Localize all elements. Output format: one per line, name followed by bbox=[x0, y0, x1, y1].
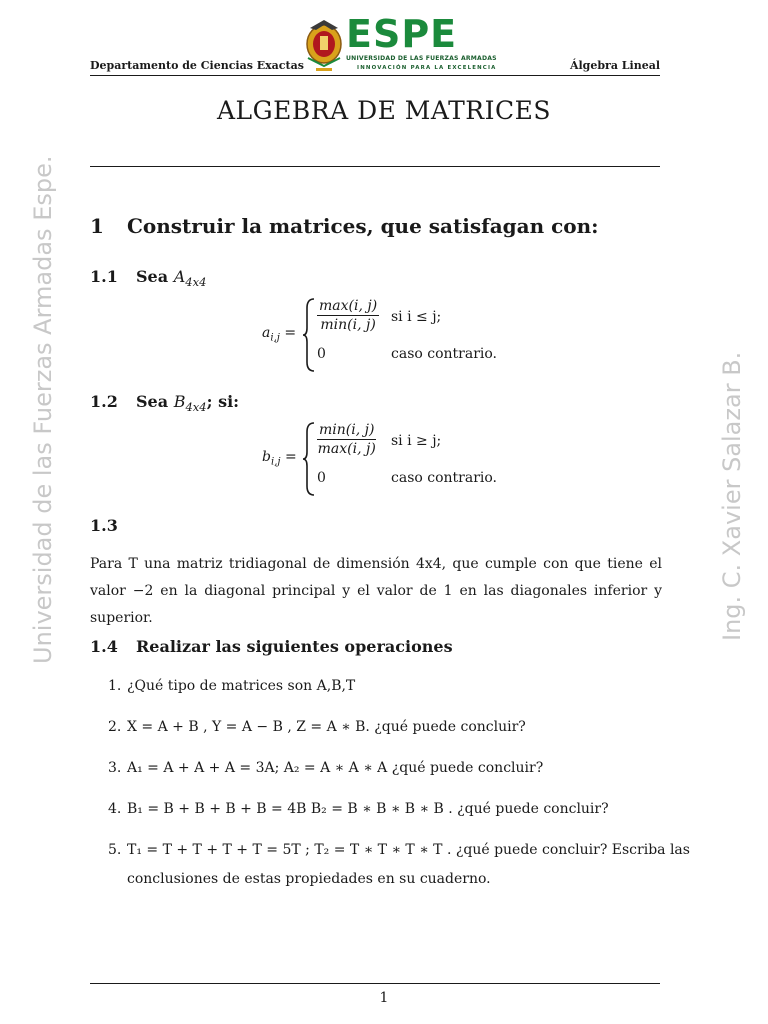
fraction-b: min(i, j) max(i, j) bbox=[317, 422, 376, 457]
subsection-1-3: 1.3 bbox=[90, 516, 118, 535]
list-item: 2. X = A + B , Y = A − B , Z = A ∗ B. ¿qué puede concluir? bbox=[108, 719, 526, 735]
subsection-1-2: 1.2 Sea $B_{4x4}$; si: bbox=[90, 392, 240, 415]
title-rule bbox=[90, 166, 660, 167]
lhs-a: $a_{i,j}$ = bbox=[262, 325, 297, 344]
brace-icon bbox=[302, 422, 316, 496]
zero-value: 0 bbox=[317, 470, 326, 486]
page-title: ALGEBRA DE MATRICES bbox=[217, 96, 551, 125]
subsection-label: Sea bbox=[136, 267, 169, 286]
list-item: 1. ¿Qué tipo de matrices son A,B,T bbox=[108, 678, 356, 694]
condition-1: si i ≤ j; bbox=[391, 309, 442, 325]
logo-wordmark: ESPE bbox=[346, 12, 458, 56]
lhs-b: $b_{i,j}$ = bbox=[262, 449, 297, 468]
page-number: 1 bbox=[379, 990, 389, 1006]
crest-icon bbox=[302, 18, 346, 76]
subsection-1-4 bbox=[90, 637, 453, 656]
section-heading bbox=[90, 214, 599, 238]
section-number: 1 bbox=[90, 214, 104, 238]
fraction-a: max(i, j) min(i, j) bbox=[319, 298, 378, 333]
section-title: Construir la matrices, que satisfagan con: bbox=[127, 214, 599, 238]
list-item: 3. A₁ = A + A + A = 3A; A₂ = A ∗ A ∗ A ¿qué puede concluir? bbox=[108, 760, 544, 776]
subsection-title: Realizar las siguientes operaciones bbox=[136, 637, 453, 656]
espe-logo bbox=[302, 12, 497, 76]
subsection-number: 1.4 bbox=[90, 637, 118, 656]
list-item: 5. T₁ = T + T + T + T = 5T ; T₂ = T ∗ T ∗ T ∗ T . ¿qué puede concluir? Escriba las bbox=[108, 842, 690, 858]
brace-icon bbox=[302, 298, 316, 372]
watermark-author: Ing. C. Xavier Salazar B. bbox=[718, 351, 746, 641]
list-item: 4. B₁ = B + B + B + B = 4B B₂ = B ∗ B ∗ B ∗ B . ¿qué puede concluir? bbox=[108, 801, 609, 817]
watermark-university: Universidad de las Fuerzas Armadas Espe. bbox=[29, 155, 57, 664]
subsection-number: 1.1 bbox=[90, 267, 118, 286]
matrix-name: $B_{4x4}$ bbox=[173, 392, 207, 415]
condition-2: caso contrario. bbox=[391, 470, 498, 486]
header-department: Departamento de Ciencias Exactas bbox=[90, 59, 304, 72]
footer-rule bbox=[90, 983, 660, 984]
subsection-number: 1.2 bbox=[90, 392, 118, 411]
condition-2: caso contrario. bbox=[391, 346, 498, 362]
header-rule bbox=[90, 75, 660, 76]
list-item-continuation: conclusiones de estas propiedades en su cuaderno. bbox=[127, 871, 491, 887]
matrix-name: $A_{4x4}$ bbox=[173, 267, 207, 290]
logo-tagline: INNOVACIÓN PARA LA EXCELENCIA bbox=[357, 65, 497, 71]
subsection-1-1 bbox=[90, 267, 206, 289]
header-course: Álgebra Lineal bbox=[569, 59, 660, 72]
zero-value: 0 bbox=[317, 346, 326, 362]
subsection-label: Sea bbox=[136, 392, 169, 411]
logo-university-line: UNIVERSIDAD DE LAS FUERZAS ARMADAS bbox=[346, 55, 497, 62]
paragraph-tridiagonal: Para T una matriz tridiagonal de dimensión 4x4, que cumple con que tiene el valor −2 en la diagonal principal y el valor de 1 en las diagonales inferior y superior. bbox=[90, 556, 662, 626]
condition-1: si i ≥ j; bbox=[391, 433, 442, 449]
